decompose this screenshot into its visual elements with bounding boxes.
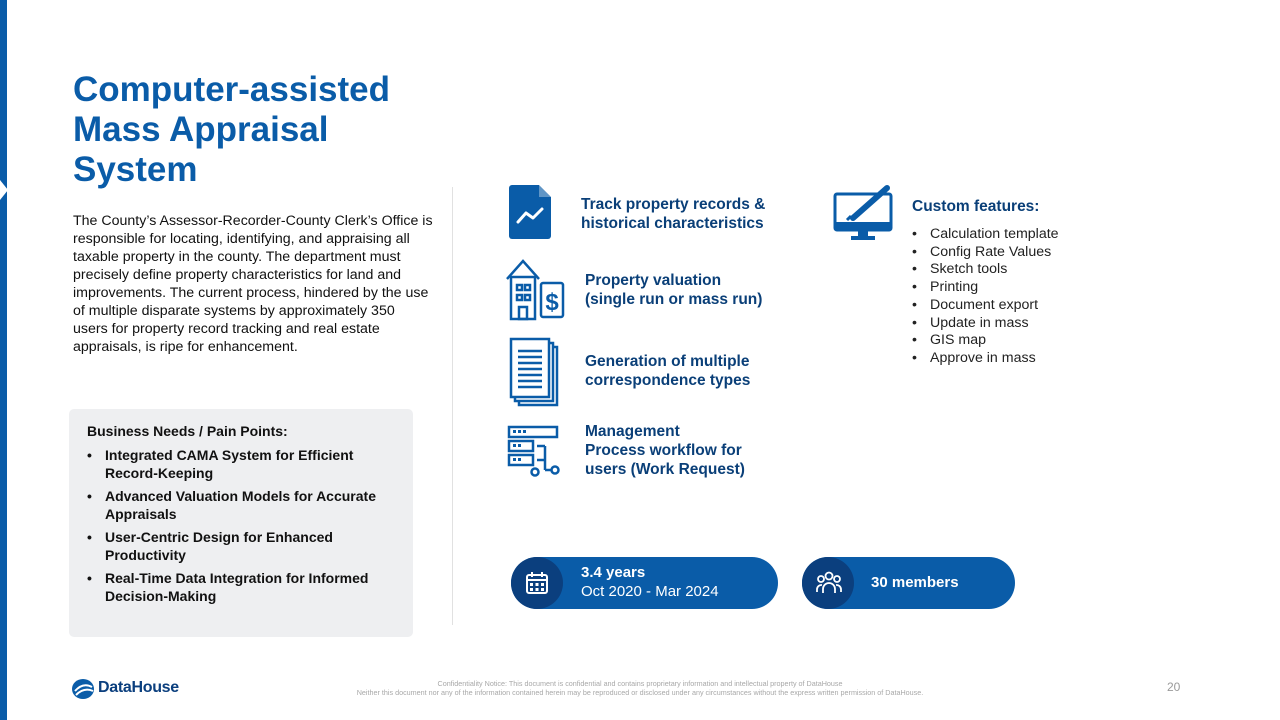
business-needs-list [87, 446, 395, 605]
intro-paragraph: The County’s Assessor-Recorder-County Clerk’s Office is responsible for locating, identifying, and appraising all taxable property in the county. The department must precisely define property characteristics for land and improvements. The current process, hindered by the use of multiple disparate systems by approximately 350 users for property record tracking and real estate appraisals, is ripe for enhancement. [73, 213, 433, 355]
custom-feature-item: • Update in mass [912, 315, 1059, 333]
custom-features-title: Custom features: [912, 198, 1040, 215]
people-icon [802, 557, 854, 609]
business-need-item: • Real-Time Data Integration for Informed Decision-Making [87, 569, 395, 605]
confidentiality-notice [300, 679, 980, 697]
svg-text:$: $ [545, 289, 559, 316]
custom-feature-item: • Document export [912, 297, 1059, 315]
confidential-line-2: Neither this document nor any of the information contained herein may be reproduced or disclosed under any circumstances without the express written permission of DataHouse. [356, 688, 924, 697]
duration-pill [511, 557, 778, 609]
business-needs-title: Business Needs / Pain Points: [87, 423, 288, 439]
confidential-line-1: Confidentiality Notice: This document is confidential and contains proprietary information and intellectual property of DataHouse [437, 679, 843, 688]
feature-property-valuation [585, 271, 795, 309]
logo-wordmark: DataHouse [98, 679, 179, 696]
vertical-divider [452, 187, 453, 625]
business-need-item: • User-Centric Design for Enhanced Productivity [87, 528, 395, 564]
feature-line: Management [585, 423, 680, 440]
business-need-item: • Integrated CAMA System for Efficient Record-Keeping [87, 446, 395, 482]
feature-correspondence [585, 352, 795, 390]
custom-features-list [912, 226, 1059, 368]
title-line-3: System [73, 150, 198, 189]
team-pill [802, 557, 1015, 609]
feature-line: Track property records & [581, 196, 766, 213]
custom-feature-item: • GIS map [912, 332, 1059, 350]
left-accent-bar [0, 0, 7, 720]
feature-line: Property valuation [585, 272, 722, 289]
title-line-1: Computer-assisted [73, 70, 391, 109]
feature-line: Generation of multiple [585, 353, 750, 370]
title-line-2: Mass Appraisal [73, 110, 329, 149]
left-accent-notch [0, 180, 8, 200]
custom-feature-item: • Sketch tools [912, 261, 1059, 279]
feature-track-records [581, 195, 791, 233]
custom-feature-item: • Calculation template [912, 226, 1059, 244]
custom-feature-item: • Config Rate Values [912, 244, 1059, 262]
feature-line: historical characteristics [581, 215, 764, 232]
feature-line: correspondence types [585, 372, 751, 389]
feature-workflow [585, 422, 795, 479]
custom-feature-item: • Approve in mass [912, 350, 1059, 368]
house-dollar-icon [505, 257, 567, 326]
custom-feature-item: • Printing [912, 279, 1059, 297]
feature-line: (single run or mass run) [585, 291, 763, 308]
feature-line: Process workflow for [585, 442, 742, 459]
monitor-pen-icon [833, 184, 897, 247]
workflow-icon [507, 425, 561, 484]
business-need-item: • Advanced Valuation Models for Accurate Appraisals [87, 487, 395, 523]
team-size: 30 members [871, 574, 959, 591]
duration-years: 3.4 years [581, 564, 646, 581]
duration-range: Oct 2020 - Mar 2024 [581, 583, 719, 600]
page-number: 20 [1167, 680, 1181, 694]
slide-title [73, 70, 433, 190]
document-chart-icon [509, 185, 551, 244]
calendar-icon [511, 557, 563, 609]
documents-stack-icon [509, 337, 561, 414]
business-needs-box [69, 409, 413, 637]
feature-line: users (Work Request) [585, 461, 745, 478]
